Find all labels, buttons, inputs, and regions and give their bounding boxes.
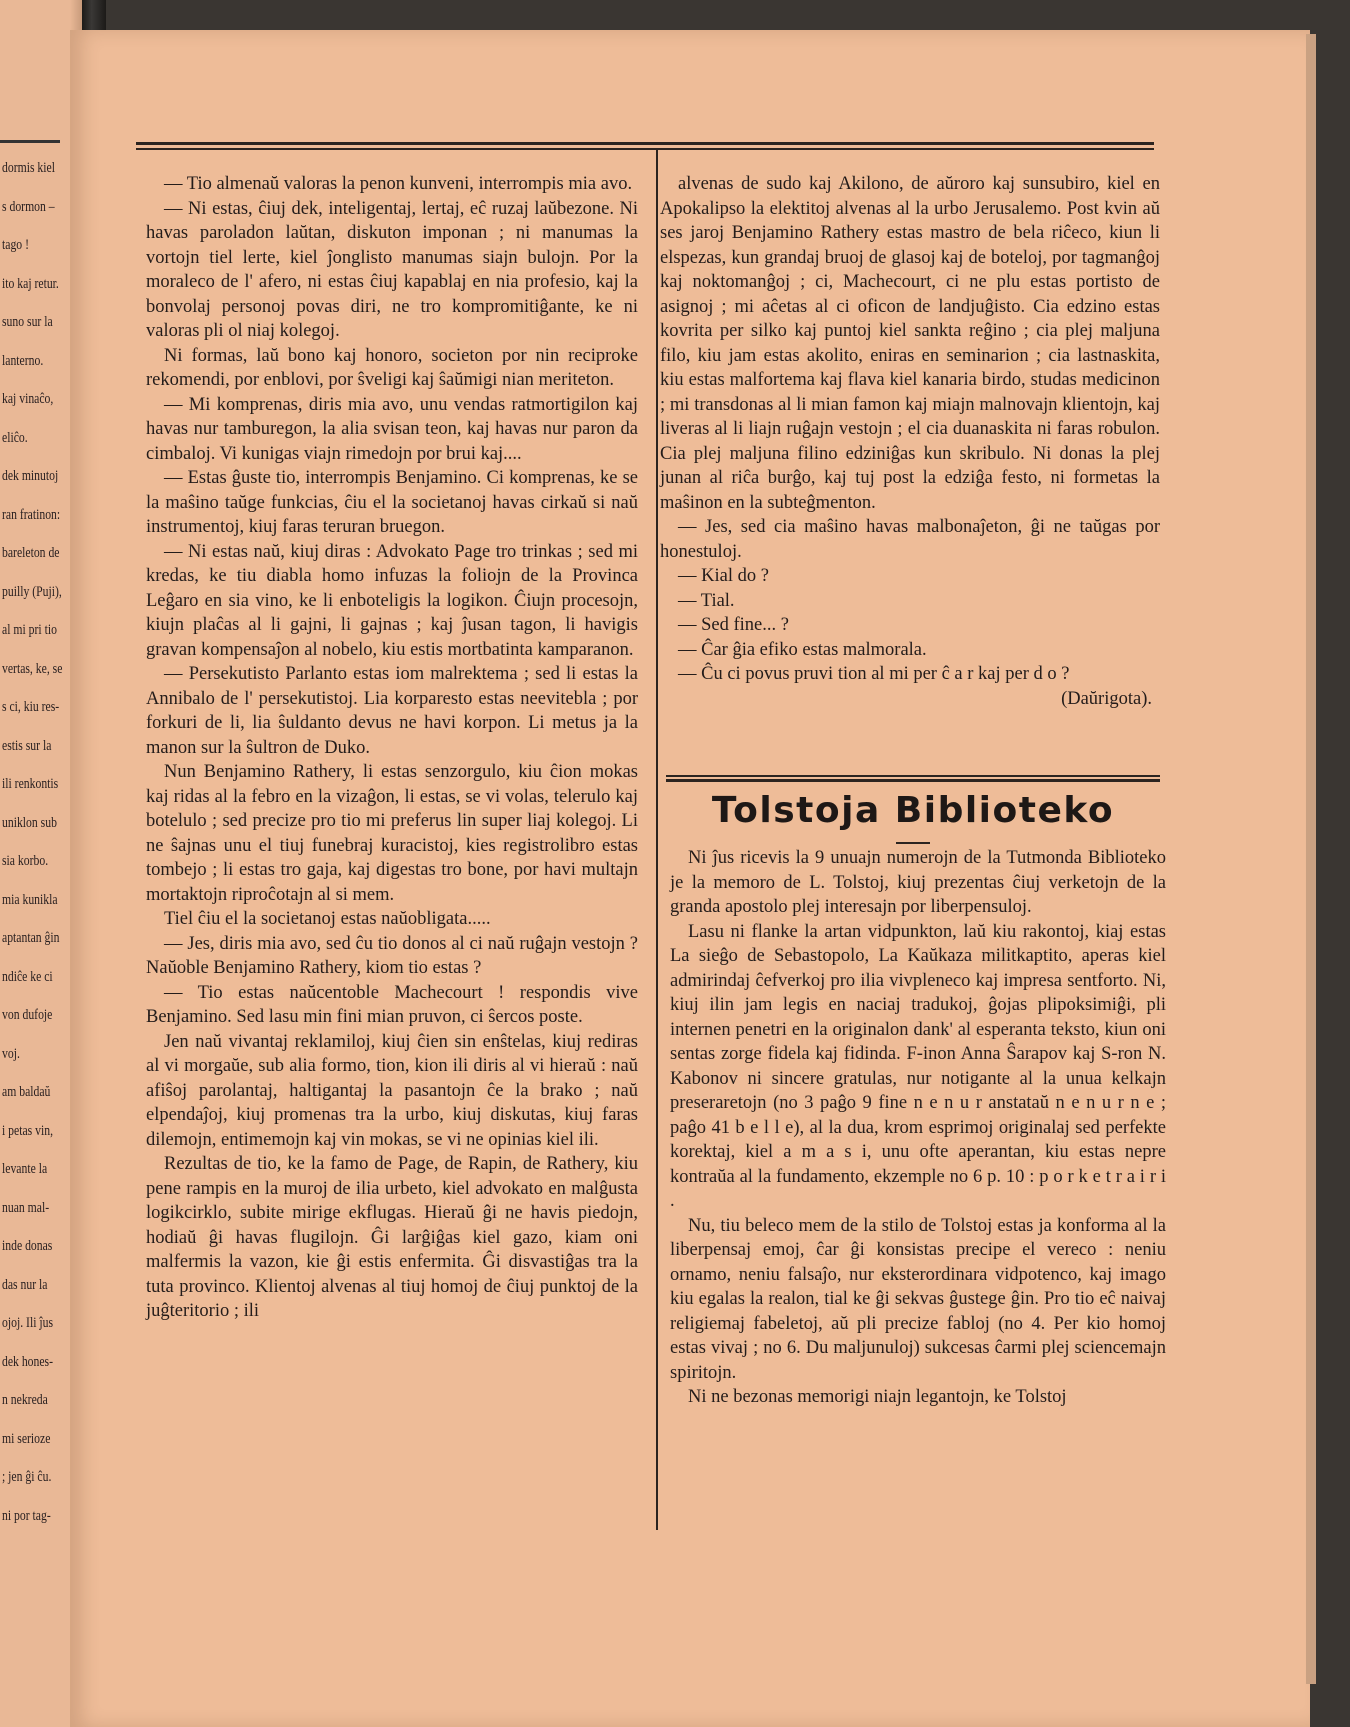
facing-page-fragment: sia korbo. (2, 853, 49, 869)
title-underline (896, 842, 930, 844)
continued-note: (Daŭrigota). (1061, 688, 1152, 709)
paragraph: — Ni estas naŭ, kiuj diras : Advokato Page tro trinkas ; sed mi kredas, ke tiu diabla homo infuzas la foliojn de la Provinca Leĝaro en sia vino, ke li enboteligis la logikon. Ĉiujn procesojn, kiujn plaĉas al li gajni, li gajnas ; kaj ĵusan tagon, li havigis gravan kompensaĵon al nobelo, kiu estis mortbatinta kamparanon. (146, 541, 638, 660)
paragraph: — Ni estas, ĉiuj dek, inteligentaj, lertaj, eĉ ruzaj laŭbezone. Ni havas paroladon laŭtan, diskuton imponan ; ni manumas la vortojn tiel lerte, kiel ĵonglisto manumas siajn bulojn. Por la moraleco de l' afero, ni estas ĉiuj kapablaj en nia profesio, kaj la bonvolaj personoj povas diri, ne tro kompromitiĝante, ke ni valoras pli ol niaj kolegoj. (146, 198, 638, 341)
page-edge (1306, 34, 1316, 1684)
facing-page-fragment: mi serioze (2, 1430, 51, 1447)
paragraph: — Persekutisto Parlanto estas iom malrektema ; sed li estas la Annibalo de l' persekutistoj. Lia korparesto estas neevitebla ; por forkuri de li, lia ŝuldanto devus ne havi korpon. Li metus ja la manon sur la ŝultron de Duko. (146, 664, 638, 758)
facing-page-fragment: ojoj. Ili ĵus (2, 1315, 54, 1331)
facing-page-fragment: tago ! (2, 237, 29, 253)
facing-page-fragment: vertas, ke, se (2, 660, 63, 677)
paragraph: Ni ne bezonas memorigi niajn legantojn, ke Tolstoj (688, 1387, 1067, 1407)
paragraph: Rezultas de tio, ke la famo de Page, de Rapin, de Rathery, kiu pene rampis en la muroj de ilia urbeto, kiel advokato en malĝusta logikcirklo, subite mirige ekflugas. Hieraŭ ĝi ne havis piedojn, hodiaŭ ĝi havas flugilojn. Ĝi larĝiĝas kiel gazo, kiam oni malfermis la vazon, kie ĝi estis enfermita. Ĝi disvastiĝas tra la tuta provinco. Klientoj alvenas al tiuj homoj de ĉiuj punktoj de la juĝteritorio ; ili (146, 1154, 638, 1321)
facing-page-fragment: ni por tag- (2, 1507, 51, 1524)
paragraph: alvenas de sudo kaj Akilono, de aŭroro kaj sunsubiro, kiel en Apokalipso la elektitoj alvenas al la urbo Jerusalemo. Post kvin aŭ ses jaroj Benjamino Rathery estas mastro de bela riĉeco, kiun li elspezas, kun grandaj bruoj de glasoj kaj de boteloj, por tagmanĝoj kaj noktomanĝoj ; ci, Machecourt, ci ne plu estas portisto de asignoj ; mi aĉetas al ci oficon de landjuĝisto. Cia edzino estas kovrita per silko kaj puntoj kiel sankta reĝino ; cia plej maljuna filo, kiu jam estas akolito, eniras en seminarion ; cia lastnaskita, kiu estas malfortema kaj flava kiel kanaria birdo, studas medicinon ; mi transdonas al li mian famon kaj miajn malnovajn klientojn, kaj liveras al li liajn ruĝajn vestojn ; el cia duanaskita ni faras robulon. Cia plej maljuna filino edziniĝas kun skribulo. Ni donas la plej junan al riĉa burĝo, kaj tuj post la edziĝa festo, ni formetas la maŝinon en la subteĝmenton. (660, 174, 1160, 513)
facing-page-rule (0, 140, 60, 143)
facing-page-fragment: s ci, kiu res- (2, 699, 60, 715)
paragraph: Jen naŭ vivantaj reklamiloj, kiuj ĉien sin enŝtelas, kiuj rediras al vi morgaŭe, sub alia formo, tion, kion ili diris al vi hieraŭ : naŭ afiŝoj parolantaj, haltigantaj la pasantojn ĉe la brako ; naŭ elpendaĵoj, kiuj promenas tra la urbo, kiuj diskutas, kiuj faras dilemojn, entimemojn kaj vin mokas, se vi ne opinias kiel ili. (146, 1031, 638, 1150)
paragraph: Nu, tiu beleco mem de la stilo de Tolstoj estas ja konforma al la liberpensaj emoj, ĉar ĝi konsistas precipe el vereco : neniu ornamo, neniu falsaĵo, nur eksterordinara vidpotenco, kaj imago kiu egalas la realon, tial ke ĝi sekvas ĝustege ĝin. Pro tio eĉ naivaj religiemaj fabeletoj, aŭ pli precize fabloj (no 4. Per kio homoj estas vivaj ; no 6. Du maljunuloj) sukcesas ĉarmi plej sciencemajn spiritojn. (670, 1215, 1166, 1383)
paragraph: — Ĉu ci povus pruvi tion al mi per ĉ a r kaj per d o ? (678, 664, 1070, 684)
facing-page-fragment: mia kunikla (2, 891, 58, 908)
facing-page-fragment: ; jen ĝi ĉu. (2, 1469, 52, 1485)
paragraph: — Mi komprenas, diris mia avo, unu vendas ratmortigilon kaj havas nur tamburegon, la alia svisan teon, kaj havas nur paron da cimbaloj. Vi kunigas viajn rimedojn por brui kaj.... (146, 394, 638, 464)
paragraph: — Sed fine... ? (678, 615, 789, 635)
facing-page-fragment: ran fratinon: (2, 506, 61, 523)
facing-page-fragment: i petas vin, (2, 1122, 54, 1139)
facing-page-fragment: uniklon sub (2, 814, 57, 831)
facing-page-fragment: s dormon – (2, 198, 55, 215)
facing-page-fragment: ito kaj retur. (2, 275, 59, 292)
facing-page-fragment: inde donas (2, 1238, 53, 1254)
facing-page-fragment: eliĉo. (2, 429, 28, 446)
facing-page-fragment: n nekreda (2, 1392, 48, 1408)
facing-page-fragment: levante la (2, 1161, 48, 1177)
section-separator-rule (666, 775, 1160, 782)
facing-page-fragment: dormis kiel (2, 160, 55, 176)
paragraph: — Jes, diris mia avo, sed ĉu tio donos al ci naŭ ruĝajn vestojn ? Naŭoble Benjamino Rathery, kiom tio estas ? (146, 933, 638, 978)
facing-page-fragment: voj. (2, 1045, 20, 1062)
facing-page-fragment: am baldaŭ (2, 1084, 51, 1100)
facing-page-fragment: al mi pri tio (2, 622, 57, 638)
facing-page-fragment: ili renkontis (2, 776, 59, 792)
facing-page-fragment: suno sur la (2, 314, 53, 330)
facing-page-fragment: dek minutoj (2, 468, 59, 484)
header-double-rule (136, 142, 1154, 150)
paragraph: Ni formas, laŭ bono kaj honoro, societon por nin reciproke rekomendi, por enblovi, por ŝveligi kaj ŝaŭmigi nian meriteton. (146, 345, 638, 390)
facing-page-fragment: bareleton de (2, 545, 60, 561)
paragraph: Ni ĵus ricevis la 9 unuajn numerojn de la Tutmonda Biblioteko je la memoro de L. Tolstoj, kiuj prezentas ĉiuj verketojn de la granda apostolo plej interesajn por liberpensuloj. (670, 848, 1166, 917)
facing-page-fragment: puilly (Puji), (2, 583, 62, 600)
paragraph: Tiel ĉiu el la societanoj estas naŭobligata..... (164, 909, 491, 929)
facing-page-fragment: nuan mal- (2, 1199, 50, 1216)
facing-page-fragment: das nur la (2, 1276, 48, 1293)
paragraph: — Ĉar ĝia efiko estas malmorala. (678, 639, 927, 660)
paragraph: — Tio estas naŭcentoble Machecourt ! respondis vive Benjamino. Sed lasu min fini mian pruvon, ci ŝercos poste. (146, 982, 638, 1027)
paragraph: — Tial. (678, 590, 735, 611)
paragraph: Nun Benjamino Rathery, li estas senzorgulo, kiu ĉion mokas kaj ridas al la febro en la vizaĝon, li estas, se vi volas, telerulo kaj botelulo ; sed precize pro tio mi preferus lin super liaj kolegoj. Li ne ŝajnas unu el tiuj funebraj kuracistoj, kies registrolibro estas tombejo ; li estas tro gaja, kaj digestas tro bone, por havi multajn mortaktojn riproĉotajn al si mem. (146, 762, 638, 905)
paragraph: — Jes, sed cia maŝino havas malbonaĵeton, ĝi ne taŭgas por honestuloj. (660, 517, 1160, 562)
facing-page-fragment: dek hones- (2, 1353, 54, 1370)
facing-page-fragment: von dufoje (2, 1007, 53, 1023)
facing-page-fragment: kaj vinaĉo, (2, 391, 54, 407)
facing-page-fragment: lanterno. (2, 352, 44, 369)
paragraph: — Estas ĝuste tio, interrompis Benjamino. Ci komprenas, ke se la maŝino taŭge funkcias, ĉiu el la societanoj havas cirkaŭ si naŭ instrumentoj, kiuj faras teruran bruegon. (146, 468, 638, 537)
facing-page-fragment: aptantan ĝin (2, 930, 60, 946)
paragraph: — Kial do ? (678, 566, 769, 586)
section-title: Tolstoja Biblioteko (711, 790, 1115, 831)
right-column-article (670, 846, 1166, 1410)
column-divider (656, 150, 658, 1530)
facing-page-fragment: estis sur la (2, 737, 52, 754)
facing-page-fragment: ndiĉe ke ci (2, 968, 53, 985)
paragraph: Lasu ni flanke la artan vidpunkton, laŭ kiu rakontoj, kiaj estas La sieĝo de Sebastopolo, La Kaŭkaza militkaptito, aperas kiel admirindaj ĉefverkoj pro ilia vivpleneco kaj impresa sentforto. Ni, kiuj ilin jam legis en naciaj tradukoj, ĝojas plipoksimiĝi, pli internen penetri en la originalon dank' al esperanta teksto, kiun oni sentas zorge fidela kaj fidinda. F-inon Anna Ŝarapov kaj S-ron N. Kabonov ni sincere gratulas, nur notigante al la unua kelkajn preseraretojn (no 3 paĝo 9 fine n e n u r anstataŭ n e n u r n e ; paĝo 41 b e l l e), al la dua, krom esprimoj originalaj sed perfekte korektaj, kiel a m a s i, unu ofte aperantan, kiu estas nepre kontraŭa al la fundamento, ekzemple no 6 p. 10 : p o r k e t r a i r i . (670, 921, 1166, 1211)
right-column-top (660, 172, 1160, 711)
left-column (146, 172, 638, 1324)
paragraph: — Tio almenaŭ valoras la penon kunveni, interrompis mia avo. (164, 174, 633, 194)
